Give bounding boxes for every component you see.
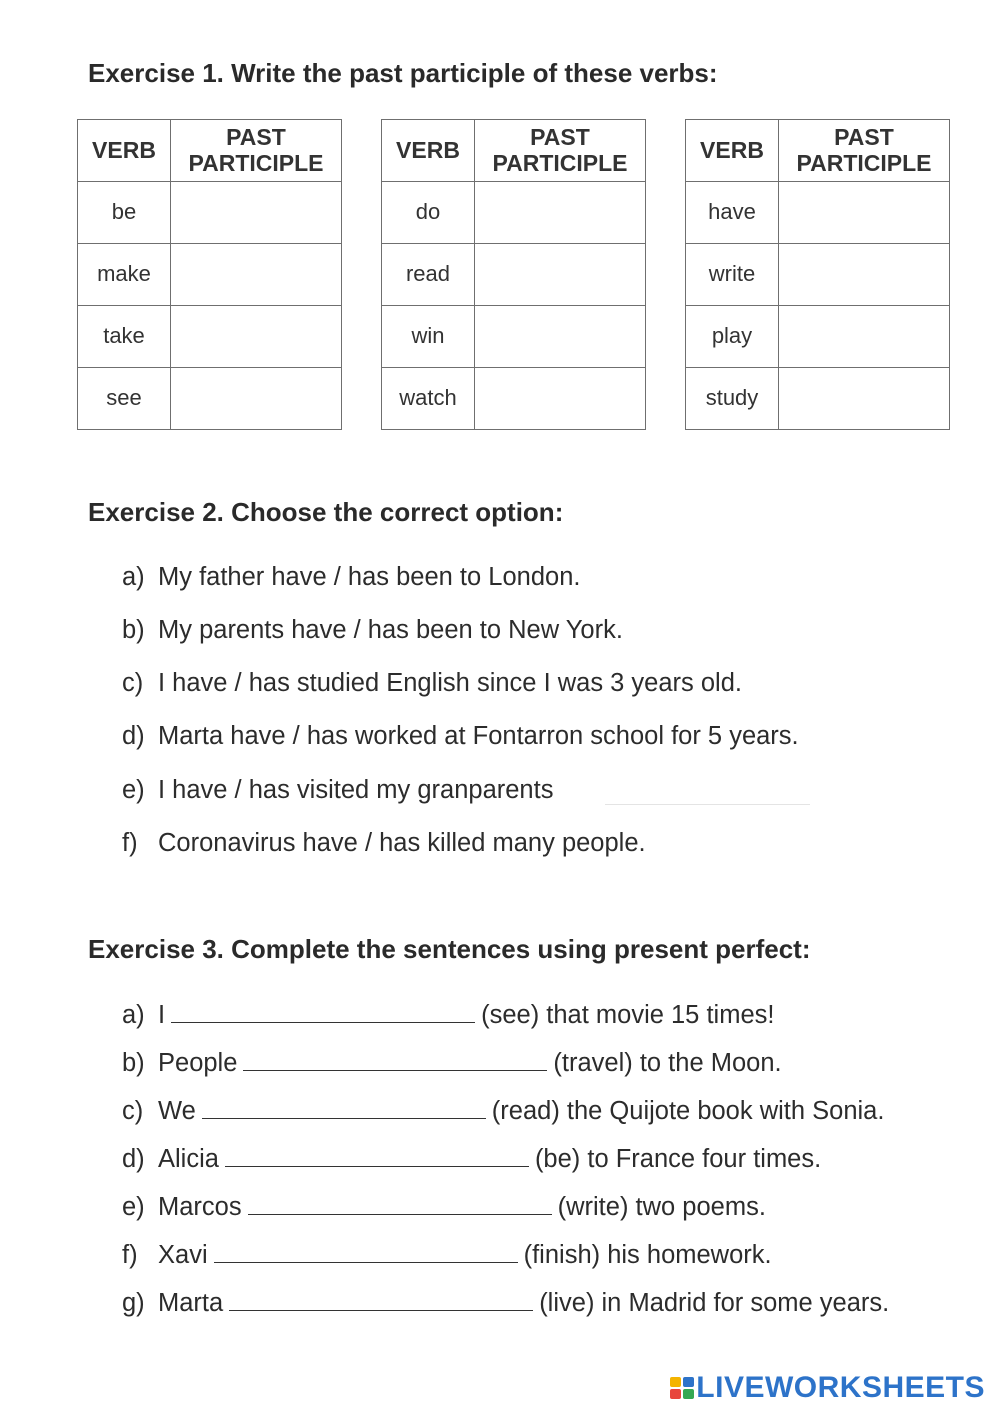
verb-header: VERB [686, 120, 779, 182]
verb-cell: win [382, 306, 475, 368]
answer-blank[interactable] [171, 998, 475, 1023]
past-participle-header: PAST PARTICIPLE [475, 120, 646, 182]
liveworksheets-logo [670, 1370, 985, 1406]
verb-cell: play [686, 306, 779, 368]
past-participle-table-1 [77, 119, 342, 430]
answer-cell[interactable] [779, 368, 950, 430]
verb-cell: do [382, 182, 475, 244]
answer-blank[interactable] [202, 1094, 486, 1119]
answer-blank[interactable] [214, 1238, 518, 1263]
completion-item: g) Marta (live) in Madrid for some years. [122, 1286, 889, 1318]
exercise-3-title: Exercise 3. Complete the sentences using present perfect: [88, 934, 811, 964]
logo-square [683, 1377, 694, 1387]
completion-item: d) Alicia (be) to France four times. [122, 1142, 821, 1174]
verb-cell: study [686, 368, 779, 430]
verb-header: VERB [382, 120, 475, 182]
answer-cell[interactable] [779, 182, 950, 244]
verb-cell: take [78, 306, 171, 368]
answer-blank[interactable] [243, 1046, 547, 1071]
answer-cell[interactable] [171, 182, 342, 244]
choice-item[interactable]: f) Coronavirus have / has killed many people. [122, 829, 646, 857]
verb-cell: write [686, 244, 779, 306]
answer-blank[interactable] [225, 1142, 529, 1167]
exercise-2-title: Exercise 2. Choose the correct option: [88, 497, 564, 527]
answer-cell[interactable] [171, 368, 342, 430]
choice-item[interactable]: e) I have / has visited my granparents [122, 776, 554, 804]
verb-cell: see [78, 368, 171, 430]
past-participle-table-3 [685, 119, 950, 430]
liveworksheets-logo-icon [670, 1377, 694, 1399]
logo-text: LIVEWORKSHEETS [696, 1371, 985, 1404]
choice-item[interactable]: b) My parents have / has been to New York. [122, 616, 623, 644]
completion-item: b) People (travel) to the Moon. [122, 1046, 782, 1078]
answer-cell[interactable] [171, 306, 342, 368]
choice-item[interactable]: d) Marta have / has worked at Fontarron school for 5 years. [122, 722, 799, 750]
verb-cell: read [382, 244, 475, 306]
past-participle-header: PAST PARTICIPLE [171, 120, 342, 182]
answer-cell[interactable] [171, 244, 342, 306]
answer-cell[interactable] [475, 244, 646, 306]
completion-item: a) I (see) that movie 15 times! [122, 998, 774, 1030]
choice-item[interactable]: a) My father have / has been to London. [122, 563, 581, 591]
logo-square [670, 1377, 681, 1387]
past-participle-header: PAST PARTICIPLE [779, 120, 950, 182]
answer-blank[interactable] [229, 1286, 533, 1311]
verb-cell: have [686, 182, 779, 244]
completion-item: c) We (read) the Quijote book with Sonia. [122, 1094, 884, 1126]
verb-cell: be [78, 182, 171, 244]
answer-cell[interactable] [779, 306, 950, 368]
verb-header: VERB [78, 120, 171, 182]
answer-cell[interactable] [475, 182, 646, 244]
choice-item[interactable]: c) I have / has studied English since I was 3 years old. [122, 669, 742, 697]
answer-cell[interactable] [475, 306, 646, 368]
completion-item: e) Marcos (write) two poems. [122, 1190, 766, 1222]
past-participle-table-2 [381, 119, 646, 430]
answer-blank[interactable] [248, 1190, 552, 1215]
completion-item: f) Xavi (finish) his homework. [122, 1238, 772, 1270]
verb-cell: watch [382, 368, 475, 430]
answer-cell[interactable] [779, 244, 950, 306]
exercise-1-title: Exercise 1. Write the past participle of these verbs: [88, 58, 718, 88]
answer-cell[interactable] [475, 368, 646, 430]
verb-cell: make [78, 244, 171, 306]
faint-underline [605, 804, 810, 805]
logo-square [683, 1389, 694, 1399]
logo-square [670, 1389, 681, 1399]
